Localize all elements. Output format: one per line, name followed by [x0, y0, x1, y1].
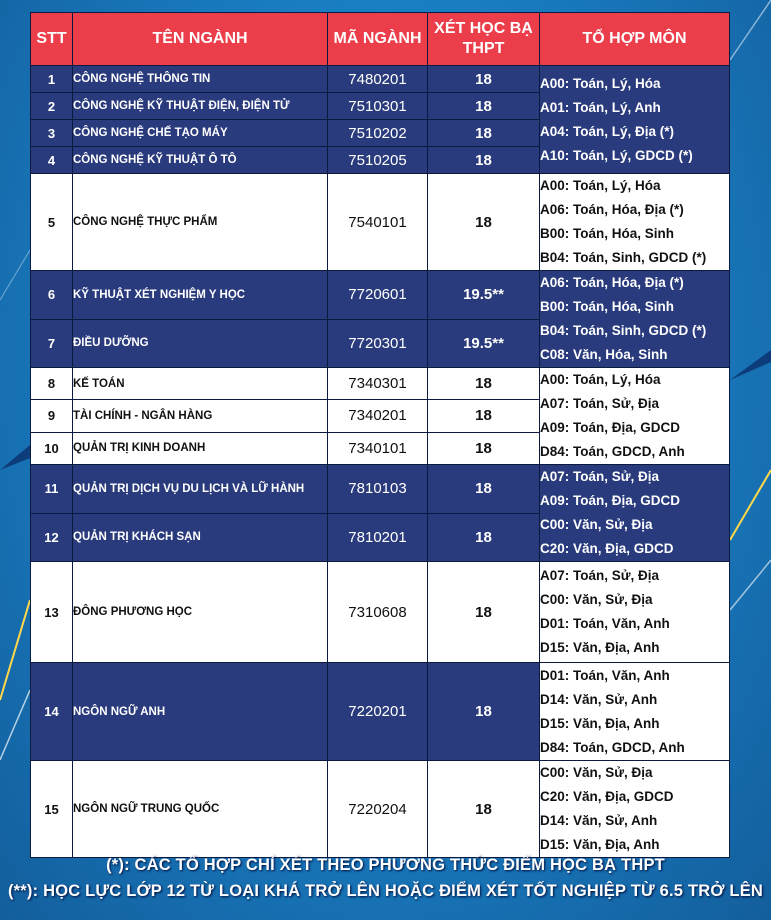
row-stt: 10	[31, 432, 73, 464]
row-score: 18	[428, 761, 540, 858]
row-score: 18	[428, 120, 540, 147]
row-score: 18	[428, 368, 540, 400]
row-stt: 2	[31, 93, 73, 120]
combination-item: C00: Văn, Sử, Địa	[540, 517, 653, 532]
combination-cell	[540, 174, 730, 271]
row-major-code: 7810201	[328, 513, 428, 562]
row-major-code: 7720301	[328, 319, 428, 368]
combination-item: D15: Văn, Địa, Anh	[540, 715, 660, 731]
row-major-code: 7810103	[328, 465, 428, 514]
row-major-name: KẾ TOÁN	[73, 368, 328, 400]
table-row	[31, 562, 730, 663]
row-stt: 13	[31, 562, 73, 663]
combination-item: B00: Toán, Hóa, Sinh	[540, 299, 675, 314]
combination-item: D15: Văn, Địa, Anh	[540, 640, 660, 655]
combination-item: A04: Toán, Lý, Địa (*)	[540, 123, 675, 139]
row-major-name: ĐÔNG PHƯƠNG HỌC	[73, 562, 328, 663]
row-major-code: 7540101	[328, 174, 428, 271]
row-major-name: KỸ THUẬT XÉT NGHIỆM Y HỌC	[73, 271, 328, 320]
combination-cell	[540, 465, 730, 562]
row-score: 18	[428, 663, 540, 761]
row-score: 18	[428, 147, 540, 174]
combination-item: A00: Toán, Lý, Hóa	[540, 75, 661, 91]
header-score-line1: XÉT HỌC BẠ	[434, 20, 533, 37]
combination-item: A09: Toán, Địa, GDCD	[540, 493, 681, 508]
combination-item: A07: Toán, Sử, Địa	[540, 469, 660, 484]
combination-item: D84: Toán, GDCD, Anh	[540, 739, 685, 755]
table-row	[31, 663, 730, 761]
combination-item: D14: Văn, Sử, Anh	[540, 691, 658, 707]
combination-item: C20: Văn, Địa, GDCD	[540, 541, 674, 556]
combination-cell	[540, 66, 730, 174]
row-stt: 1	[31, 66, 73, 93]
combination-item: B00: Toán, Hóa, Sinh	[540, 226, 675, 241]
combination-item: A07: Toán, Sử, Địa	[540, 396, 660, 411]
combination-item: B04: Toán, Sinh, GDCD (*)	[540, 323, 707, 338]
row-stt: 11	[31, 465, 73, 514]
row-major-name: NGÔN NGỮ ANH	[73, 663, 328, 761]
combination-cell	[540, 562, 730, 663]
row-major-name: QUẢN TRỊ KHÁCH SẠN	[73, 513, 328, 562]
row-stt: 14	[31, 663, 73, 761]
table-row	[31, 174, 730, 271]
footnote-single-asterisk: (*): CÁC TỔ HỢP CHỈ XÉT THEO PHƯƠNG THỨC ĐIỂM HỌC BẠ THPT	[106, 856, 665, 874]
table-row	[31, 271, 730, 320]
row-stt: 6	[31, 271, 73, 320]
row-major-code: 7340101	[328, 432, 428, 464]
header-stt: STT	[31, 13, 73, 66]
footnotes	[0, 852, 771, 904]
header-major-code: MÃ NGÀNH	[328, 13, 428, 66]
combination-item: A00: Toán, Lý, Hóa	[540, 372, 661, 387]
row-score: 18	[428, 66, 540, 93]
row-major-name: TÀI CHÍNH - NGÂN HÀNG	[73, 400, 328, 432]
row-score: 18	[428, 513, 540, 562]
combination-item: A10: Toán, Lý, GDCD (*)	[540, 147, 693, 163]
row-major-code: 7480201	[328, 66, 428, 93]
row-major-code: 7220201	[328, 663, 428, 761]
row-major-code: 7510202	[328, 120, 428, 147]
row-major-code: 7220204	[328, 761, 428, 858]
combination-item: A00: Toán, Lý, Hóa	[540, 178, 661, 193]
combination-cell	[540, 271, 730, 368]
combination-cell	[540, 663, 730, 761]
row-stt: 5	[31, 174, 73, 271]
row-stt: 8	[31, 368, 73, 400]
combination-cell	[540, 761, 730, 858]
row-stt: 12	[31, 513, 73, 562]
combination-item: C00: Văn, Sử, Địa	[540, 765, 653, 780]
row-major-code: 7510205	[328, 147, 428, 174]
row-major-code: 7510301	[328, 93, 428, 120]
row-major-code: 7720601	[328, 271, 428, 320]
combination-item: A09: Toán, Địa, GDCD	[540, 420, 681, 435]
row-score: 18	[428, 93, 540, 120]
table-row	[31, 465, 730, 514]
row-score: 18	[428, 465, 540, 514]
header-combination: TỔ HỢP MÔN	[540, 13, 730, 66]
row-stt: 3	[31, 120, 73, 147]
combination-item: C00: Văn, Sử, Địa	[540, 592, 653, 607]
row-major-name: CÔNG NGHỆ THỰC PHẨM	[73, 174, 328, 271]
row-major-name: QUẢN TRỊ KINH DOANH	[73, 432, 328, 464]
row-major-name: CÔNG NGHỆ CHẾ TẠO MÁY	[73, 120, 328, 147]
row-major-name: ĐIỀU DƯỠNG	[73, 319, 328, 368]
row-stt: 4	[31, 147, 73, 174]
header-major-name: TÊN NGÀNH	[73, 13, 328, 66]
combination-item: D15: Văn, Địa, Anh	[540, 837, 660, 852]
row-major-name: QUẢN TRỊ DỊCH VỤ DU LỊCH VÀ LỮ HÀNH	[73, 465, 328, 514]
row-score: 19.5**	[428, 319, 540, 368]
admission-table	[30, 12, 730, 858]
row-major-name: NGÔN NGỮ TRUNG QUỐC	[73, 761, 328, 858]
table-header-row	[31, 13, 730, 66]
row-major-name: CÔNG NGHỆ KỸ THUẬT Ô TÔ	[73, 147, 328, 174]
row-score: 18	[428, 432, 540, 464]
row-major-name: CÔNG NGHỆ KỸ THUẬT ĐIỆN, ĐIỆN TỬ	[73, 93, 328, 120]
row-score: 18	[428, 562, 540, 663]
row-stt: 15	[31, 761, 73, 858]
combination-cell	[540, 368, 730, 465]
combination-item: A07: Toán, Sử, Địa	[540, 568, 660, 583]
table-row	[31, 368, 730, 400]
table-row	[31, 66, 730, 93]
combination-item: D01: Toán, Văn, Anh	[540, 667, 670, 683]
combination-item: A01: Toán, Lý, Anh	[540, 99, 661, 115]
combination-item: A06: Toán, Hóa, Địa (*)	[540, 275, 684, 290]
row-major-code: 7310608	[328, 562, 428, 663]
row-stt: 9	[31, 400, 73, 432]
row-score: 18	[428, 400, 540, 432]
header-score-line2: THPT	[462, 40, 505, 57]
row-stt: 7	[31, 319, 73, 368]
row-score: 18	[428, 174, 540, 271]
combination-item: D01: Toán, Văn, Anh	[540, 616, 670, 631]
combination-item: C20: Văn, Địa, GDCD	[540, 789, 674, 804]
combination-item: B04: Toán, Sinh, GDCD (*)	[540, 250, 707, 265]
row-score: 19.5**	[428, 271, 540, 320]
table-row	[31, 761, 730, 858]
row-major-code: 7340301	[328, 368, 428, 400]
combination-item: C08: Văn, Hóa, Sinh	[540, 347, 668, 362]
combination-item: A06: Toán, Hóa, Địa (*)	[540, 202, 684, 217]
row-major-name: CÔNG NGHỆ THÔNG TIN	[73, 66, 328, 93]
footnote-double-asterisk: (**): HỌC LỰC LỚP 12 TỪ LOẠI KHÁ TRỞ LÊN HOẶC ĐIỂM XÉT TỐT NGHIỆP TỪ 6.5 TRỞ LÊN	[7, 882, 764, 900]
row-major-code: 7340201	[328, 400, 428, 432]
header-score	[428, 13, 540, 66]
combination-item: D84: Toán, GDCD, Anh	[540, 444, 685, 459]
combination-item: D14: Văn, Sử, Anh	[540, 813, 658, 828]
